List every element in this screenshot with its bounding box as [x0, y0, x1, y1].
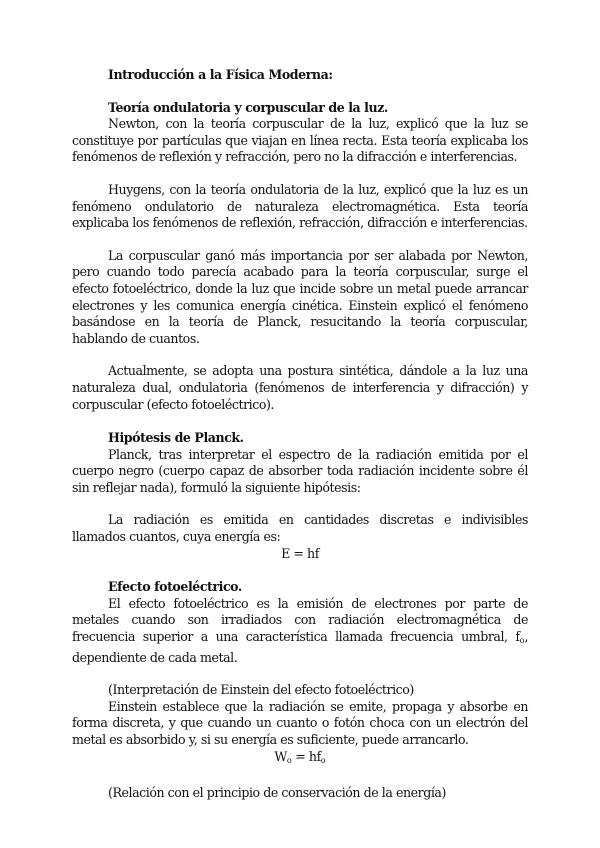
paragraph-corpuscular: La corpuscular ganó más importancia por ser alabada por Newton, pero cuando todo parecía acabado para la teoría corpuscular, surge el efecto fotoeléctrico, donde la luz que incide sobre un metal puede arrancar electrones y les comunica energía cinética. Einstein explicó el fenómeno basándose en la teoría de Planck, resucitando la teoría corpuscular, hablando de cuantos.	[72, 247, 528, 346]
threshold-subscript: o	[519, 636, 525, 646]
heading-planck: Hipótesis de Planck.	[108, 430, 244, 446]
paragraph-dual-nature: Actualmente, se adopta una postura sintética, dándole a la luz una naturaleza dual, ondulatoria (fenómenos de interferencia y difracción) y corpuscular (efecto fotoeléctrico).	[72, 363, 528, 412]
note-energy-conservation: (Relación con el principio de conservación de la energía)	[108, 785, 446, 801]
formula-hf: = hf	[291, 748, 321, 764]
formula-energy: E = hf	[281, 545, 319, 561]
paragraph-huygens: Huygens, con la teoría ondulatoria de la luz, explicó que la luz es un fenómeno ondulatorio de naturaleza electromagnética. Esta teoría explicaba los fenómenos de reflexión, refracción, difracción e interferencias.	[72, 181, 528, 231]
heading-wave-particle: Teoría ondulatoria y corpuscular de la luz.	[108, 99, 388, 115]
document-title	[72, 67, 528, 84]
paragraph-einstein: Einstein establece que la radiación se emite, propaga y absorbe en forma discreta, y que cuando un cuanto o fotón choca con un electrón del metal es absorbido y, si su energía es suficiente, puede arrancarlo.	[72, 698, 528, 747]
photoelectric-text-start: El efecto fotoeléctrico es la emisión de electrones por parte de metales cuando son irradiados con radiación electromagnética de frecuencia superior a una característica llamada frecuencia umbral, f	[72, 595, 528, 645]
formula-work-function	[72, 749, 528, 770]
formula-f-subscript: o	[320, 755, 326, 765]
title-text: Introducción a la Física Moderna	[108, 67, 329, 82]
note-einstein-interpretation: (Interpretación de Einstein del efecto fotoeléctrico)	[108, 682, 414, 698]
paragraph-newton: Newton, con la teoría corpuscular de la luz, explicó que la luz se constituye por partículas que viajan en línea recta. Esta teoría explicaba los fenómenos de reflexión y refracción, pero no la difracción e interferencias.	[72, 116, 528, 165]
formula-w: W	[274, 748, 287, 764]
document-body	[72, 67, 528, 802]
formula-w-subscript: o	[286, 755, 292, 765]
heading-photoelectric: Efecto fotoeléctrico.	[108, 579, 242, 595]
paragraph-photoelectric	[72, 596, 528, 666]
paragraph-quanta: La radiación es emitida en cantidades discretas e indivisibles llamados cuantos, cuya energía es:	[72, 512, 528, 545]
paragraph-planck: Planck, tras interpretar el espectro de la radiación emitida por el cuerpo negro (cuerpo capaz de absorber toda radiación incidente sobre él sin reflejar nada), formuló la siguiente hipótesis:	[72, 446, 528, 495]
title-colon: :	[328, 67, 333, 82]
photoelectric-text-end: , dependiente de cada metal.	[72, 629, 528, 665]
